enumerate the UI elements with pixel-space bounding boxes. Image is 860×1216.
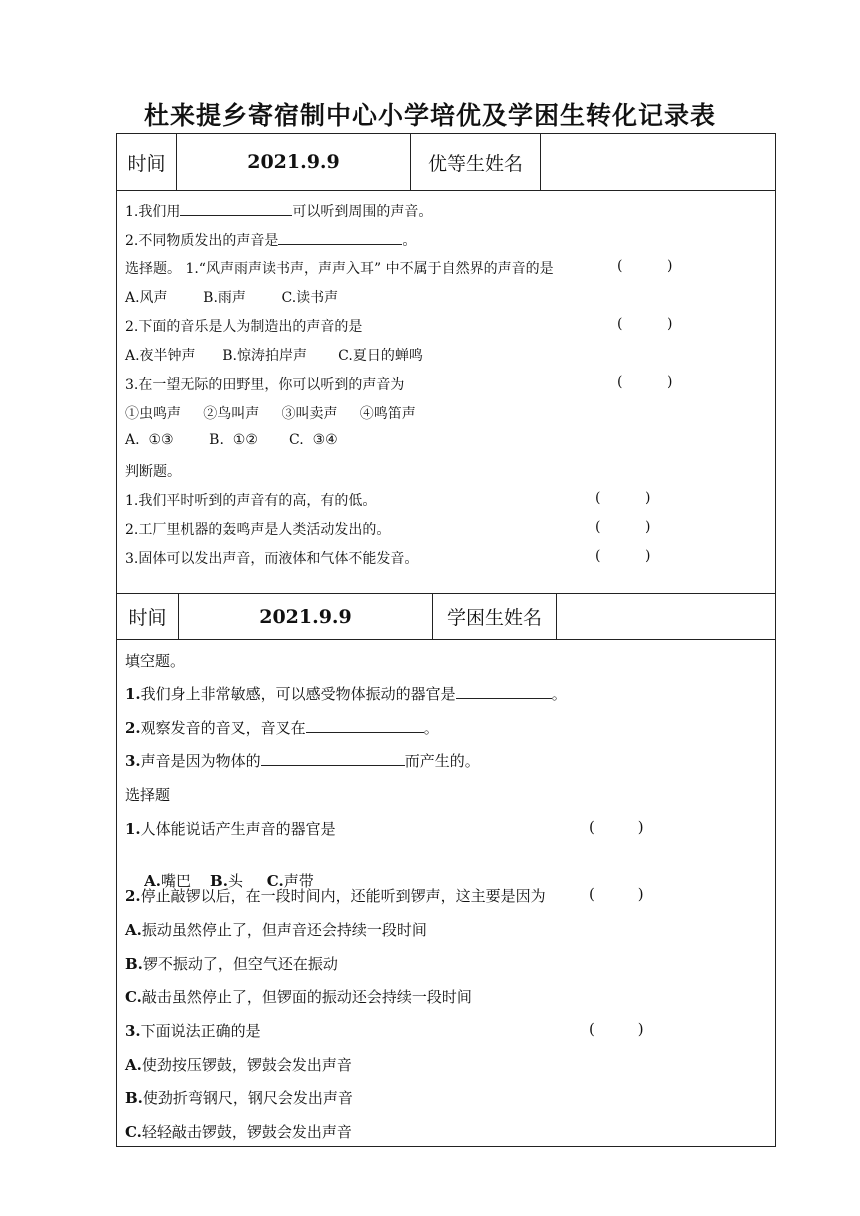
s2-line-6 xyxy=(125,818,336,839)
s1-blank-1[interactable] xyxy=(180,201,292,216)
s1-line-11: 1.我们平时听到的声音有的高，有的低。 xyxy=(125,493,377,509)
s1-paren-3[interactable]: ( ) xyxy=(617,374,673,390)
s2-line-9-num: A. xyxy=(125,921,142,939)
s2-opt-c: C. xyxy=(266,872,284,890)
s2-paren-1[interactable]: ( ) xyxy=(589,818,644,836)
s2-line-11 xyxy=(125,986,472,1007)
s2-line-13 xyxy=(125,1054,352,1075)
section2-date: 2021.9.9 xyxy=(179,594,433,639)
s2-blank-2[interactable] xyxy=(306,718,424,733)
s1-line-13: 3.固体可以发出声音，而液体和气体不能发音。 xyxy=(125,551,419,567)
section2-body xyxy=(116,639,776,1147)
s2-line-9 xyxy=(125,919,427,940)
s2-line-3-num: 2. xyxy=(125,719,141,737)
s2-line-2 xyxy=(125,683,567,704)
s2-line-2-num: 1. xyxy=(125,685,141,703)
s2-line-13-text: 使劲按压锣鼓，锣鼓会发出声音 xyxy=(141,1056,352,1074)
s1-line-2-pre: 2.不同物质发出的声音是 xyxy=(125,233,279,249)
s2-line-3-post: 。 xyxy=(423,719,439,737)
s1-line-1 xyxy=(125,201,432,221)
s2-line-12 xyxy=(125,1020,261,1041)
s2-line-6-num: 1. xyxy=(125,820,141,838)
s2-line-8-text: 停止敲锣以后，在一段时间内，还能听到锣声，这主要是因为 xyxy=(140,887,546,905)
s2-line-1: 填空题。 xyxy=(125,652,186,670)
section2-name-label: 学困生姓名 xyxy=(433,594,557,639)
s1-line-9: A. ①③ B. ①② C. ③④ xyxy=(125,432,338,448)
s1-line-4: A.风声 B.雨声 C.读书声 xyxy=(125,290,339,306)
s1-line-7: 3.在一望无际的田野里，你可以听到的声音为 xyxy=(125,377,405,393)
s1-line-10: 判断题。 xyxy=(125,464,181,480)
s2-line-11-num: C. xyxy=(125,988,142,1006)
s2-line-14-num: B. xyxy=(125,1089,143,1107)
s2-line-10-text: 锣不振动了，但空气还在振动 xyxy=(142,955,338,973)
s1-line-2-post: 。 xyxy=(402,233,417,249)
s2-line-3-text: 观察发音的音叉，音叉在 xyxy=(140,719,306,737)
section1-body xyxy=(116,190,776,594)
s1-line-1-post: 可以听到周围的声音。 xyxy=(292,204,433,220)
s2-paren-2[interactable]: ( ) xyxy=(589,885,644,903)
s2-line-15-text: 轻轻敲击锣鼓，锣鼓会发出声音 xyxy=(141,1123,352,1141)
s2-opt-a-text: 嘴巴 xyxy=(160,872,211,890)
section1-date: 2021.9.9 xyxy=(177,134,411,190)
section1-name-label: 优等生姓名 xyxy=(411,134,541,190)
s1-line-12: 2.工厂里机器的轰鸣声是人类活动发出的。 xyxy=(125,522,391,538)
s2-line-14 xyxy=(125,1087,353,1108)
s2-opt-c-text: 声带 xyxy=(283,872,314,890)
s2-line-3 xyxy=(125,717,439,738)
s1-paren-5[interactable]: ( ) xyxy=(595,519,651,535)
section2-time-label: 时间 xyxy=(117,594,179,639)
s2-line-11-text: 敲击虽然停止了，但锣面的振动还会持续一段时间 xyxy=(141,988,472,1006)
s2-line-4-text: 声音是因为物体的 xyxy=(140,752,261,770)
section2-header xyxy=(116,593,776,640)
s2-line-10-num: B. xyxy=(125,955,143,973)
s2-opt-b-text: 头 xyxy=(227,872,267,890)
section2-name-field[interactable] xyxy=(557,594,775,639)
s1-paren-4[interactable]: ( ) xyxy=(595,490,651,506)
s1-line-2 xyxy=(125,230,416,250)
page-title: 杜来提乡寄宿制中心小学培优及学困生转化记录表 xyxy=(143,101,716,130)
s1-line-3: 选择题。 1.“风声雨声读书声，声声入耳” 中不属于自然界的声音的是 xyxy=(125,261,554,277)
section1-time-label: 时间 xyxy=(117,134,177,190)
section1-name-field[interactable] xyxy=(541,134,775,190)
s2-line-4 xyxy=(125,750,480,771)
s1-paren-2[interactable]: ( ) xyxy=(617,316,673,332)
s2-line-8 xyxy=(125,885,546,906)
s2-opt-b: B. xyxy=(210,872,228,890)
s2-blank-3[interactable] xyxy=(261,751,405,766)
s2-line-12-text: 下面说法正确的是 xyxy=(140,1022,261,1040)
s2-line-2-text: 我们身上非常敏感，可以感受物体振动的器官是 xyxy=(140,685,456,703)
s2-opt-a: A. xyxy=(144,872,161,890)
s1-blank-2[interactable] xyxy=(278,230,402,245)
s2-line-14-text: 使劲折弯钢尺，钢尺会发出声音 xyxy=(142,1089,353,1107)
section1-header xyxy=(116,133,776,191)
s2-blank-1[interactable] xyxy=(456,684,552,699)
s1-line-1-pre: 1.我们用 xyxy=(125,204,181,220)
s2-line-4-num: 3. xyxy=(125,752,141,770)
s2-line-12-num: 3. xyxy=(125,1022,141,1040)
s1-line-8: ①虫鸣声 ②鸟叫声 ③叫卖声 ④鸣笛声 xyxy=(125,406,416,422)
s2-line-15 xyxy=(125,1121,352,1142)
s1-paren-1[interactable]: ( ) xyxy=(617,258,673,274)
s1-paren-6[interactable]: ( ) xyxy=(595,548,651,564)
s1-line-5: 2.下面的音乐是人为制造出的声音的是 xyxy=(125,319,363,335)
s1-line-6: A.夜半钟声 B.惊涛拍岸声 C.夏日的蝉鸣 xyxy=(125,348,423,364)
s2-line-5: 选择题 xyxy=(125,786,171,804)
s2-line-6-text: 人体能说话产生声音的器官是 xyxy=(140,820,336,838)
s2-line-2-post: 。 xyxy=(551,685,567,703)
s2-line-13-num: A. xyxy=(125,1056,142,1074)
s2-line-9-text: 振动虽然停止了，但声音还会持续一段时间 xyxy=(141,921,427,939)
s2-line-15-num: C. xyxy=(125,1123,142,1141)
s2-line-4-post: 而产生的。 xyxy=(404,752,480,770)
s2-line-10 xyxy=(125,953,338,974)
s2-line-8-num: 2. xyxy=(125,887,141,905)
s2-paren-3[interactable]: ( ) xyxy=(589,1020,644,1038)
